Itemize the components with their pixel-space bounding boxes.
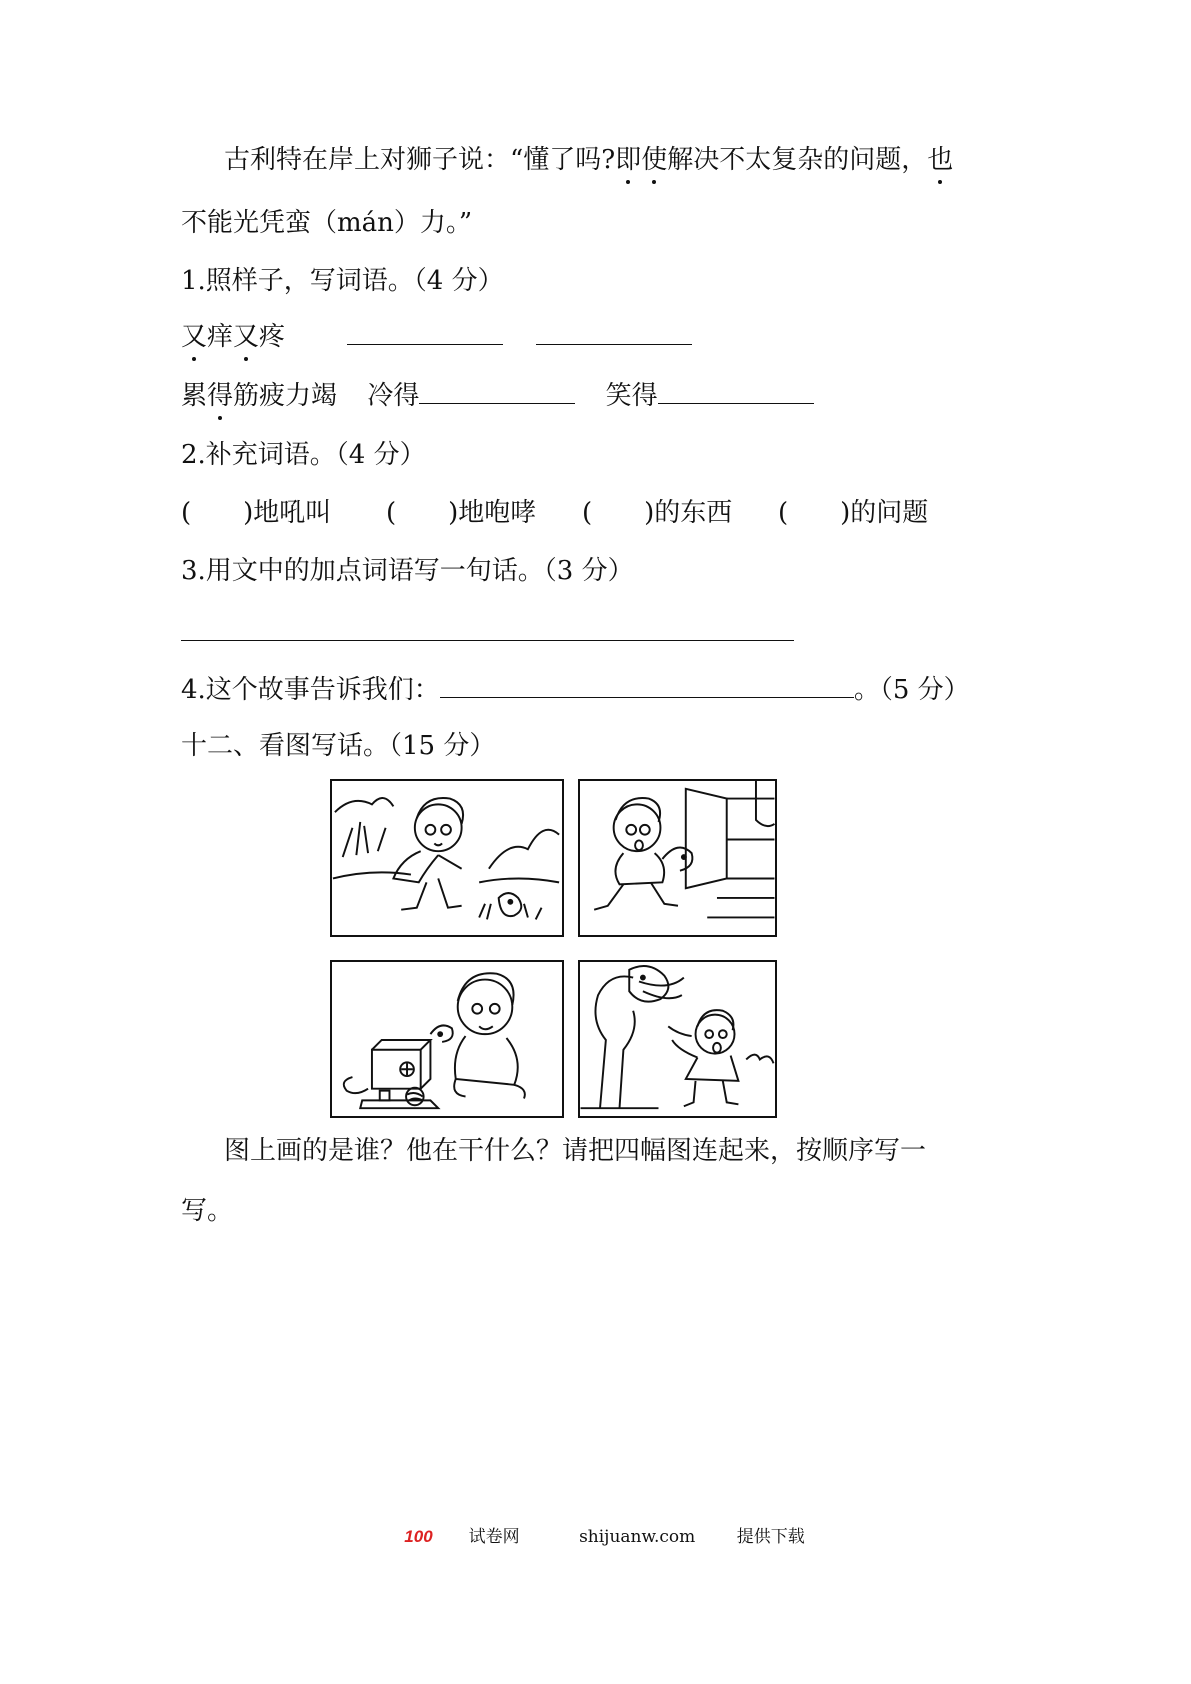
example-text: 筋疲力竭 — [233, 381, 338, 411]
logo-text: 试卷网 — [468, 1527, 520, 1547]
boy-releases-bird-illustration — [580, 962, 775, 1116]
dotted-char: 又 — [233, 322, 260, 352]
q4-prefix: 4.这个故事告诉我们： — [181, 675, 440, 705]
example-char: 疼 — [259, 322, 286, 352]
answer-blank[interactable] — [347, 322, 503, 345]
picture-prompt-line-2: 写。 — [181, 1196, 234, 1226]
story-text: 古利特在岸上对狮子说：“懂了吗? — [224, 145, 616, 175]
q4-suffix: 。（5 分） — [853, 675, 970, 705]
fill-item[interactable]: ( )的问题 — [778, 498, 929, 528]
question-1-title: 1.照样子，写词语。（4 分） — [181, 266, 504, 296]
footer — [0, 1522, 1191, 1547]
answer-blank[interactable] — [658, 381, 814, 404]
example-char: 累 — [181, 381, 208, 411]
boy-finds-bird-illustration — [332, 781, 562, 935]
logo-number: 100 — [404, 1527, 433, 1546]
footer-note: 提供下载 — [736, 1527, 805, 1547]
picture-prompt-line-1: 图上画的是谁？他在干什么？请把四幅图连起来，按顺序写一 — [224, 1136, 927, 1166]
dotted-char: 又 — [181, 322, 208, 352]
dotted-char: 使 — [641, 145, 668, 175]
picture-panel-1 — [330, 779, 564, 937]
story-line-2: 不能光凭蛮（mán）力。” — [181, 208, 473, 238]
question-4 — [181, 675, 970, 703]
prompt-cold: 冷得 — [367, 381, 420, 411]
footer-logo — [386, 1522, 537, 1547]
boy-feeds-bird-illustration — [332, 962, 562, 1116]
answer-blank[interactable] — [536, 322, 692, 345]
story-text: 解决不太复杂的问题， — [667, 145, 928, 175]
fill-item[interactable]: ( )地吼叫 — [181, 498, 332, 528]
answer-line[interactable] — [181, 640, 794, 641]
dotted-char: 即 — [615, 145, 642, 175]
boy-runs-home-illustration — [580, 781, 775, 935]
dotted-char: 得 — [207, 381, 234, 411]
section-12-title: 十二、看图写话。（15 分） — [181, 731, 496, 761]
q2-items — [181, 500, 928, 526]
picture-panel-2 — [578, 779, 777, 937]
fill-item[interactable]: ( )的东西 — [582, 498, 733, 528]
fill-item[interactable]: ( )地咆哮 — [386, 498, 537, 528]
answer-blank[interactable] — [440, 675, 854, 698]
answer-blank[interactable] — [419, 381, 575, 404]
q1-example-2 — [181, 381, 814, 409]
q1-example-1 — [181, 322, 692, 350]
question-2-title: 2.补充词语。（4 分） — [181, 440, 426, 470]
picture-panel-3 — [330, 960, 564, 1118]
picture-panel-4 — [578, 960, 777, 1118]
prompt-laugh: 笑得 — [605, 381, 658, 411]
question-3-title: 3.用文中的加点词语写一句话。（3 分） — [181, 556, 634, 586]
footer-site[interactable]: shijuanw.com — [579, 1527, 696, 1547]
story-line-1 — [224, 147, 953, 173]
example-char: 痒 — [207, 322, 234, 352]
dotted-char: 也 — [927, 145, 954, 175]
